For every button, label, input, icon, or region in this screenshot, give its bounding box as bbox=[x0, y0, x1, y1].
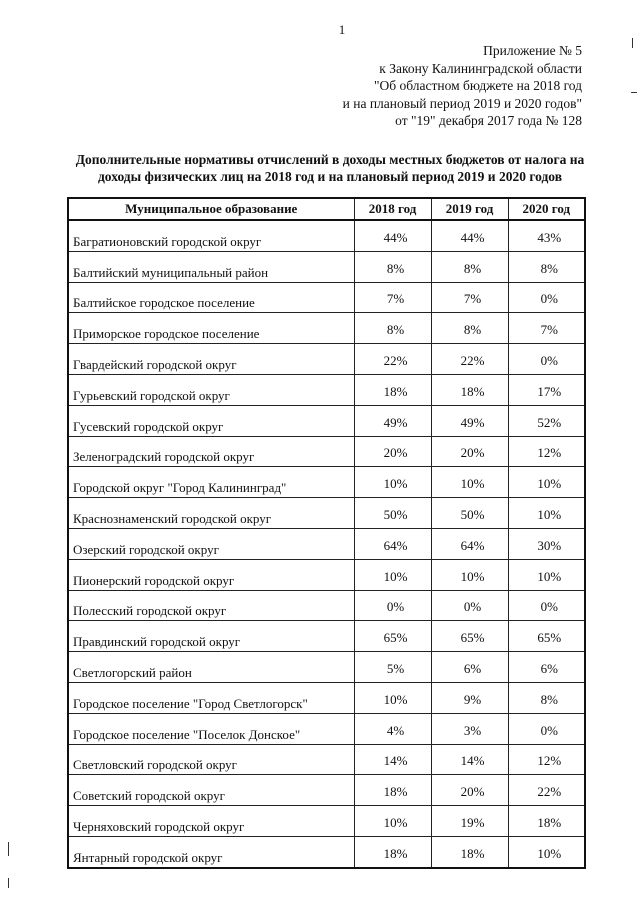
value-2018-cell: 10% bbox=[354, 682, 431, 713]
value-2018-cell: 0% bbox=[354, 590, 431, 621]
municipality-cell: Черняховский городской округ bbox=[68, 806, 354, 837]
table-row bbox=[68, 713, 585, 744]
table-row bbox=[68, 744, 585, 775]
municipality-cell: Городской округ "Город Калининград" bbox=[68, 467, 354, 498]
municipality-cell: Зеленоградский городской округ bbox=[68, 436, 354, 467]
value-2019-cell: 64% bbox=[431, 528, 508, 559]
table-row bbox=[68, 806, 585, 837]
table-row bbox=[68, 313, 585, 344]
value-2019-cell: 49% bbox=[431, 405, 508, 436]
table-row bbox=[68, 467, 585, 498]
value-2020-cell: 10% bbox=[508, 559, 585, 590]
value-2020-cell: 12% bbox=[508, 436, 585, 467]
value-2019-cell: 14% bbox=[431, 744, 508, 775]
value-2019-cell: 44% bbox=[431, 220, 508, 251]
value-2019-cell: 10% bbox=[431, 467, 508, 498]
value-2018-cell: 10% bbox=[354, 806, 431, 837]
table-row bbox=[68, 282, 585, 313]
municipality-cell: Полесский городской округ bbox=[68, 590, 354, 621]
table-row bbox=[68, 251, 585, 282]
document-title bbox=[40, 151, 620, 185]
value-2018-cell: 49% bbox=[354, 405, 431, 436]
value-2018-cell: 44% bbox=[354, 220, 431, 251]
municipality-cell: Янтарный городской округ bbox=[68, 836, 354, 867]
municipality-cell: Светлогорский район bbox=[68, 652, 354, 683]
value-2020-cell: 0% bbox=[508, 344, 585, 375]
value-2018-cell: 10% bbox=[354, 467, 431, 498]
value-2019-cell: 19% bbox=[431, 806, 508, 837]
appendix-line: к Закону Калининградской области bbox=[379, 60, 582, 76]
municipality-cell: Гвардейский городской округ bbox=[68, 344, 354, 375]
scan-edge-mark bbox=[8, 878, 9, 888]
table-row bbox=[68, 498, 585, 529]
scan-edge-mark bbox=[632, 38, 633, 48]
value-2019-cell: 65% bbox=[431, 621, 508, 652]
municipality-cell: Балтийское городское поселение bbox=[68, 282, 354, 313]
value-2020-cell: 6% bbox=[508, 652, 585, 683]
column-header-2018: 2018 год bbox=[354, 198, 431, 220]
municipality-cell: Светловский городской округ bbox=[68, 744, 354, 775]
value-2018-cell: 5% bbox=[354, 652, 431, 683]
value-2020-cell: 17% bbox=[508, 374, 585, 405]
column-header-municipality: Муниципальное образование bbox=[68, 198, 354, 220]
value-2020-cell: 0% bbox=[508, 282, 585, 313]
value-2018-cell: 7% bbox=[354, 282, 431, 313]
value-2020-cell: 12% bbox=[508, 744, 585, 775]
table-row bbox=[68, 344, 585, 375]
value-2018-cell: 65% bbox=[354, 621, 431, 652]
appendix-line: "Об областном бюджете на 2018 год bbox=[374, 78, 582, 93]
municipality-cell: Советский городской округ bbox=[68, 775, 354, 806]
table-body bbox=[68, 220, 585, 868]
value-2020-cell: 10% bbox=[508, 467, 585, 498]
table-row bbox=[68, 436, 585, 467]
value-2018-cell: 4% bbox=[354, 713, 431, 744]
value-2018-cell: 8% bbox=[354, 251, 431, 282]
value-2019-cell: 18% bbox=[431, 836, 508, 867]
table-row bbox=[68, 405, 585, 436]
value-2018-cell: 14% bbox=[354, 744, 431, 775]
value-2019-cell: 3% bbox=[431, 713, 508, 744]
value-2019-cell: 20% bbox=[431, 775, 508, 806]
appendix-line: и на плановый период 2019 и 2020 годов" bbox=[342, 95, 582, 111]
value-2020-cell: 8% bbox=[508, 682, 585, 713]
value-2020-cell: 18% bbox=[508, 806, 585, 837]
value-2018-cell: 50% bbox=[354, 498, 431, 529]
value-2019-cell: 22% bbox=[431, 344, 508, 375]
value-2020-cell: 7% bbox=[508, 313, 585, 344]
municipality-cell: Правдинский городской округ bbox=[68, 621, 354, 652]
municipality-cell: Багратионовский городской округ bbox=[68, 220, 354, 251]
municipality-cell: Балтийский муниципальный район bbox=[68, 251, 354, 282]
table-row bbox=[68, 374, 585, 405]
appendix-line: Приложение № 5 bbox=[483, 43, 582, 58]
table-row bbox=[68, 528, 585, 559]
value-2018-cell: 10% bbox=[354, 559, 431, 590]
tax-norms-table bbox=[67, 197, 586, 869]
value-2020-cell: 65% bbox=[508, 621, 585, 652]
table-row bbox=[68, 836, 585, 867]
municipality-cell: Краснознаменский городской округ bbox=[68, 498, 354, 529]
table-header-row bbox=[68, 198, 585, 220]
table-row bbox=[68, 590, 585, 621]
value-2020-cell: 22% bbox=[508, 775, 585, 806]
appendix-line: от "19" декабря 2017 года № 128 bbox=[395, 113, 582, 128]
scan-edge-mark bbox=[631, 92, 637, 93]
municipality-cell: Гусевский городской округ bbox=[68, 405, 354, 436]
municipality-cell: Городское поселение "Город Светлогорск" bbox=[68, 682, 354, 713]
title-line: Дополнительные нормативы отчислений в доходы местных бюджетов от налога на bbox=[75, 152, 585, 167]
value-2020-cell: 43% bbox=[508, 220, 585, 251]
value-2019-cell: 8% bbox=[431, 313, 508, 344]
municipality-cell: Приморское городское поселение bbox=[68, 313, 354, 344]
column-header-2020: 2020 год bbox=[508, 198, 585, 220]
table-row bbox=[68, 559, 585, 590]
value-2018-cell: 20% bbox=[354, 436, 431, 467]
municipality-cell: Гурьевский городской округ bbox=[68, 374, 354, 405]
table-row bbox=[68, 682, 585, 713]
page-number: 1 bbox=[338, 22, 346, 37]
value-2020-cell: 52% bbox=[508, 405, 585, 436]
column-header-2019: 2019 год bbox=[431, 198, 508, 220]
value-2018-cell: 22% bbox=[354, 344, 431, 375]
table-row bbox=[68, 652, 585, 683]
municipality-cell: Городское поселение "Поселок Донское" bbox=[68, 713, 354, 744]
value-2019-cell: 8% bbox=[431, 251, 508, 282]
value-2020-cell: 0% bbox=[508, 590, 585, 621]
value-2019-cell: 50% bbox=[431, 498, 508, 529]
value-2019-cell: 0% bbox=[431, 590, 508, 621]
value-2020-cell: 8% bbox=[508, 251, 585, 282]
value-2018-cell: 18% bbox=[354, 775, 431, 806]
value-2019-cell: 18% bbox=[431, 374, 508, 405]
value-2019-cell: 10% bbox=[431, 559, 508, 590]
value-2019-cell: 20% bbox=[431, 436, 508, 467]
table-row bbox=[68, 621, 585, 652]
table-row bbox=[68, 775, 585, 806]
value-2020-cell: 30% bbox=[508, 528, 585, 559]
table-row bbox=[68, 220, 585, 251]
value-2020-cell: 0% bbox=[508, 713, 585, 744]
title-line: доходы физических лиц на 2018 год и на плановый период 2019 и 2020 годов bbox=[97, 169, 563, 184]
value-2020-cell: 10% bbox=[508, 836, 585, 867]
scan-edge-mark bbox=[8, 842, 9, 856]
value-2018-cell: 8% bbox=[354, 313, 431, 344]
value-2020-cell: 10% bbox=[508, 498, 585, 529]
value-2019-cell: 9% bbox=[431, 682, 508, 713]
value-2019-cell: 7% bbox=[431, 282, 508, 313]
municipality-cell: Пионерский городской округ bbox=[68, 559, 354, 590]
municipality-cell: Озерский городской округ bbox=[68, 528, 354, 559]
value-2019-cell: 6% bbox=[431, 652, 508, 683]
value-2018-cell: 18% bbox=[354, 836, 431, 867]
appendix-block bbox=[343, 42, 582, 130]
value-2018-cell: 18% bbox=[354, 374, 431, 405]
value-2018-cell: 64% bbox=[354, 528, 431, 559]
